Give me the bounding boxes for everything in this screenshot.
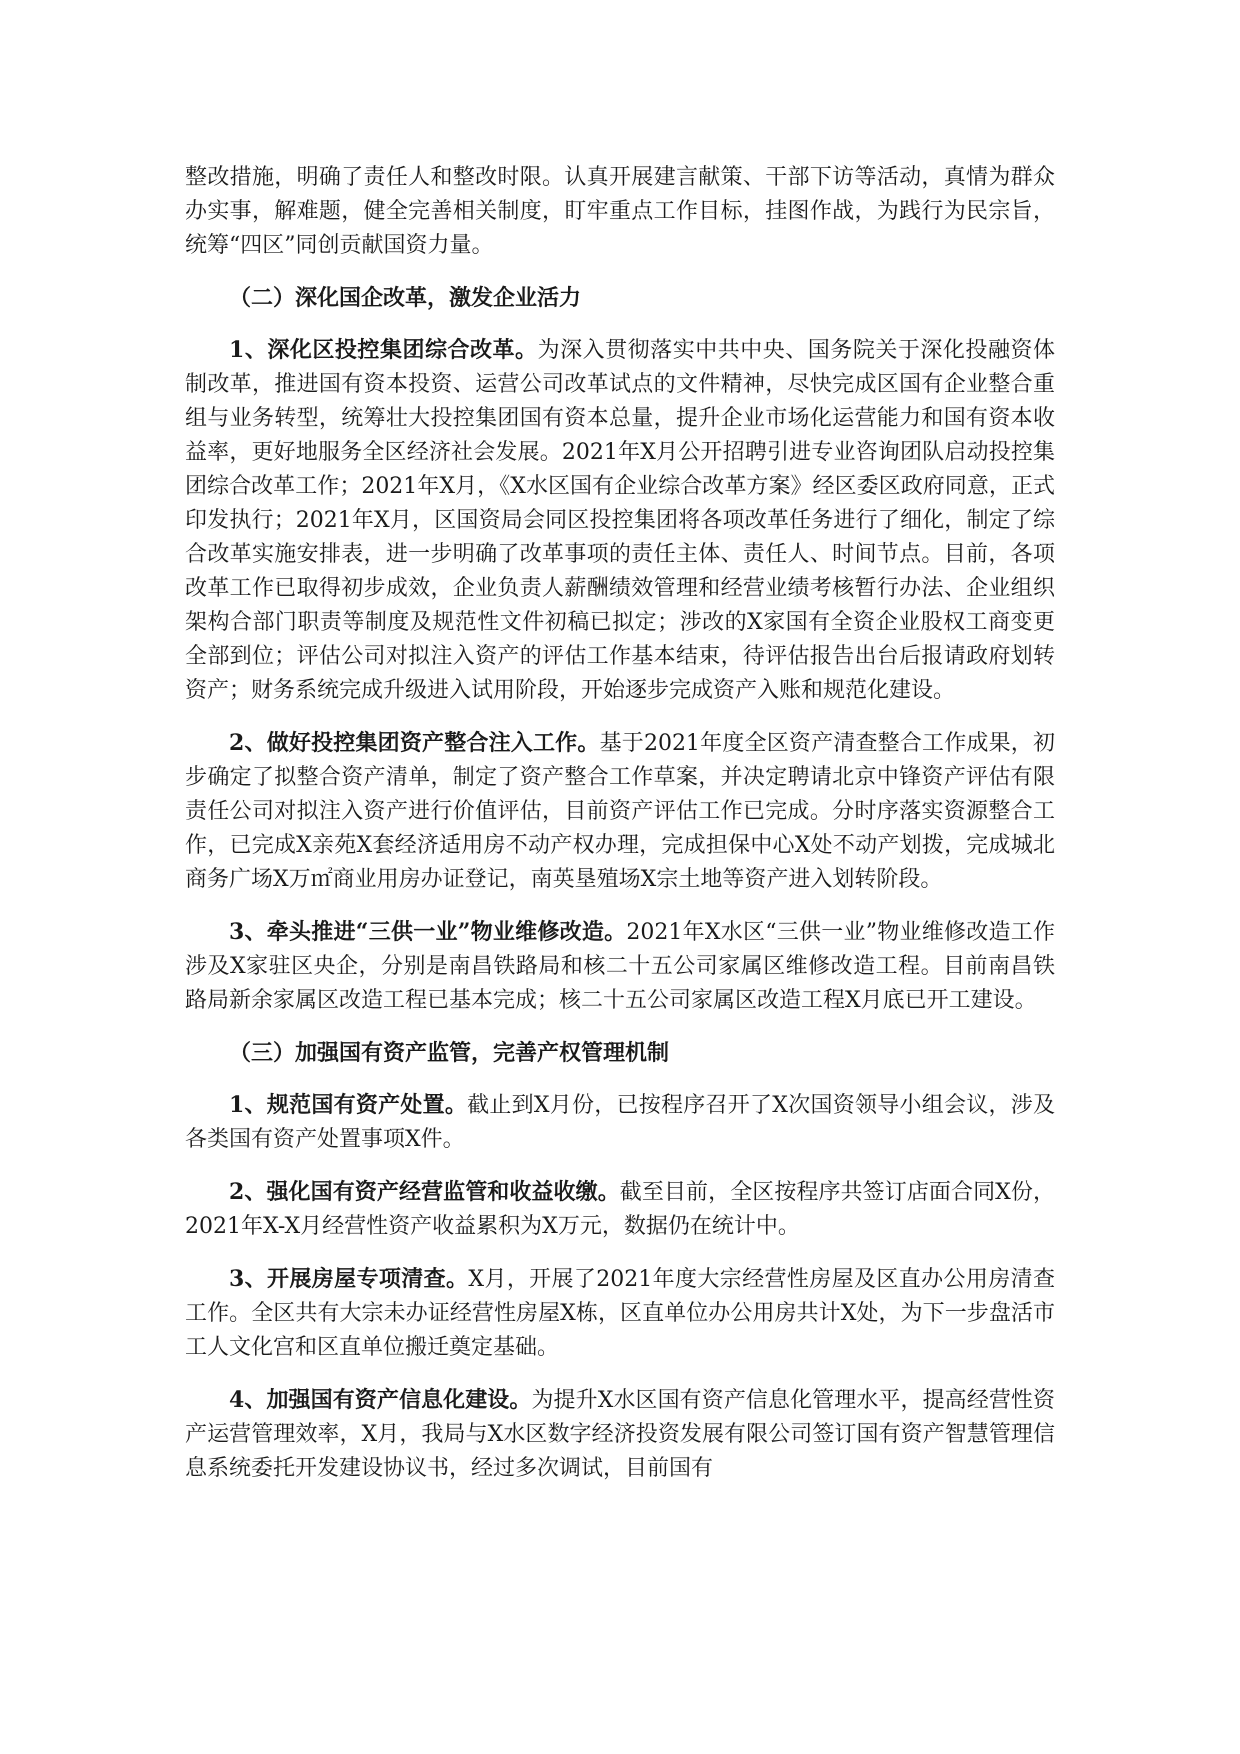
paragraph-lead: 4、加强国有资产信息化建设。 [229,1387,532,1413]
section-heading-3: （三）加强国有资产监管，完善产权管理机制 [229,1040,670,1066]
section-heading-2: （二）深化国企改革，激发企业活力 [229,285,582,311]
paragraph-lead: 3、开展房屋专项清查。 [229,1266,469,1292]
paragraph-3-2 [185,1175,1055,1244]
document-page [185,161,1055,1504]
paragraph-2-1 [185,333,1055,708]
paragraph-2-2 [185,726,1055,897]
paragraph-body: 为深入贯彻落实中共中央、国务院关于深化投融资体制改革，推进国有资本投资、运营公司改革试点的文件精神，尽快完成区国有企业整合重组与业务转型，统筹壮大投控集团国有资本总量，提升企业市场化运营能力和国有资本收益率，更好地服务全区经济社会发展。2021年X月公开招聘引进专业咨询团队启动投控集团综合改革工作；2021年X月，《X水区国有企业综合改革方案》经区委区政府同意，正式印发执行；2021年X月，区国资局会同区投控集团将各项改革任务进行了细化，制定了综合改革实施安排表，进一步明确了改革事项的责任主体、责任人、时间节点。目前，各项改革工作已取得初步成效，企业负责人薪酬绩效管理和经营业绩考核暂行办法、企业组织架构合部门职责等制度及规范性文件初稿已拟定；涉改的X家国有全资企业股权工商变更全部到位；评估公司对拟注入资产的评估工作基本结束，待评估报告出台后报请政府划转资产；财务系统完成升级进入试用阶段，开始逐步完成资产入账和规范化建设。 [185,338,1055,703]
paragraph-lead: 1、深化区投控集团综合改革。 [229,337,538,363]
paragraph-body: 为提升X水区国有资产信息化管理水平，提高经营性资产运营管理效率，X月，我局与X水区数字经济投资发展有限公司签订国有资产智慧管理信息系统委托开发建设协议书，经过多次调试，目前国有 [185,1388,1055,1481]
paragraph-body: 2021年X水区“三供一业”物业维修改造工作涉及X家驻区央企，分别是南昌铁路局和核二十五公司家属区维修改造工程。目前南昌铁路局新余家属区改造工程已基本完成；核二十五公司家属区改造工程X月底已开工建设。 [185,920,1055,1013]
paragraph-2-3 [185,915,1055,1018]
paragraph-lead: 1、规范国有资产处置。 [229,1092,468,1118]
paragraph-lead: 3、牵头推进“三供一业”物业维修改造。 [229,919,627,945]
paragraph-body: 截止到X月份，已按程序召开了X次国资领导小组会议，涉及各类国有资产处置事项X件。 [185,1093,1055,1152]
paragraph-lead: 2、做好投控集团资产整合注入工作。 [229,730,600,756]
paragraph-3-4 [185,1383,1055,1486]
paragraph-body: 截至目前，全区按程序共签订店面合同X份，2021年X-X月经营性资产收益累积为X万元，数据仍在统计中。 [185,1180,1055,1239]
paragraph-body: 基于2021年度全区资产清查整合工作成果，初步确定了拟整合资产清单，制定了资产整合工作草案，并决定聘请北京中锋资产评估有限责任公司对拟注入资产进行价值评估，目前资产评估工作已完成。分时序落实资源整合工作，已完成X亲苑X套经济适用房不动产权办理，完成担保中心X处不动产划拨，完成城北商务广场X万㎡商业用房办证登记，南英垦殖场X宗土地等资产进入划转阶段。 [185,731,1055,892]
paragraph-lead: 2、强化国有资产经营监管和收益收缴。 [229,1179,620,1205]
intro-paragraph: 整改措施，明确了责任人和整改时限。认真开展建言献策、干部下访等活动，真情为群众办实事，解难题，健全完善相关制度，盯牢重点工作目标，挂图作战，为践行为民宗旨，统筹“四区”同创贡献国资力量。 [185,165,1055,258]
paragraph-body: X月，开展了2021年度大宗经营性房屋及区直办公用房清查工作。全区共有大宗未办证经营性房屋X栋，区直单位办公用房共计X处，为下一步盘活市工人文化宫和区直单位搬迁奠定基础。 [185,1267,1055,1360]
paragraph-3-1 [185,1088,1055,1157]
paragraph-3-3 [185,1262,1055,1365]
